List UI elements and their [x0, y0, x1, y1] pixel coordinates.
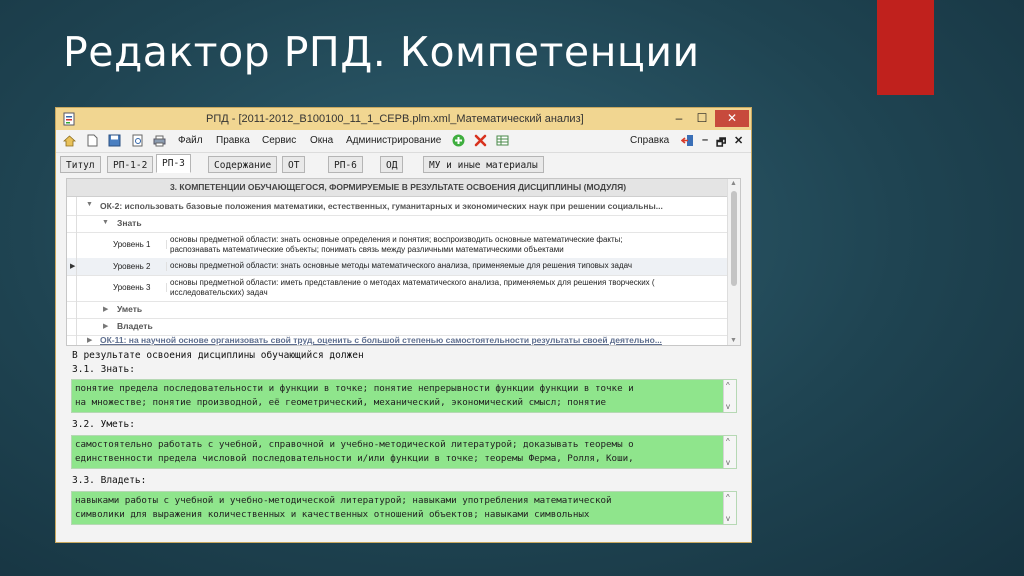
tab-strip — [60, 156, 750, 174]
tab-ot[interactable]: ОТ — [282, 156, 305, 173]
tree-scrollbar[interactable] — [727, 179, 740, 345]
row-gutter — [67, 318, 77, 335]
print-icon[interactable] — [153, 134, 166, 147]
know-scrollbar[interactable] — [723, 380, 736, 412]
tree-row-ok11[interactable] — [67, 335, 729, 346]
tab-content[interactable]: Содержание — [208, 156, 277, 173]
can-heading: 3.2. Уметь: — [72, 419, 135, 430]
accent-bar — [877, 0, 934, 95]
own-text: навыками работы с учебной и учебно-методической литературой; навыками употребления математической символики для выражения количественных и качественных отношений объектов; навыками символьных — [75, 495, 612, 520]
tree-row-know[interactable] — [67, 215, 729, 233]
competence-tree — [66, 178, 741, 346]
can-scrollbar[interactable] — [723, 436, 736, 468]
tree-row-own[interactable] — [67, 318, 729, 336]
maximize-button[interactable]: ☐ — [696, 111, 708, 125]
scroll-down-icon[interactable]: v — [726, 514, 730, 523]
level-row-2[interactable] — [67, 258, 729, 276]
app-icon — [62, 112, 76, 126]
preview-icon[interactable] — [131, 134, 144, 147]
scroll-down-icon[interactable]: v — [726, 458, 730, 467]
level-desc-line: основы предметной области: иметь представление о методах математического анализа, применяемых для решения творческих ( — [170, 278, 655, 287]
delete-icon[interactable] — [474, 134, 487, 147]
scroll-up-icon[interactable]: ^ — [726, 437, 730, 446]
collapse-arrow-icon[interactable]: ▼ — [102, 219, 109, 226]
menu-service[interactable]: Сервис — [262, 135, 297, 146]
menu-windows[interactable]: Окна — [310, 135, 334, 146]
collapse-arrow-icon[interactable]: ▼ — [86, 201, 93, 208]
level-label: Уровень 3 — [113, 283, 167, 292]
ok11-label: ОК-11: на научной основе организовать свой труд, оценить с большой степенью самостоятельности результаты своей деятельно... — [100, 335, 662, 345]
know-heading: 3.1. Знать: — [72, 364, 135, 375]
scroll-up-icon[interactable]: ▲ — [730, 180, 737, 187]
scroll-down-icon[interactable]: ▼ — [730, 337, 737, 344]
own-textarea[interactable] — [71, 491, 737, 525]
own-heading: 3.3. Владеть: — [72, 475, 147, 486]
row-gutter — [67, 335, 77, 346]
exit-icon[interactable] — [681, 134, 694, 147]
window-title: РПД - [2011-2012_B100100_11_1_СЕРВ.plm.xml_Математический анализ] — [206, 113, 584, 125]
level-label: Уровень 1 — [113, 240, 167, 249]
expand-arrow-icon[interactable]: ▶ — [103, 323, 109, 330]
own-scrollbar[interactable] — [723, 492, 736, 524]
can-label: Уметь — [117, 304, 143, 314]
mdi-restore-button[interactable]: 🗗 — [716, 137, 727, 149]
scroll-thumb[interactable] — [731, 191, 737, 286]
scroll-up-icon[interactable]: ^ — [726, 381, 730, 390]
tab-mu-materials[interactable]: МУ и иные материалы — [423, 156, 544, 173]
row-gutter — [67, 275, 77, 301]
title-bar[interactable] — [56, 108, 751, 130]
save-icon[interactable] — [108, 134, 121, 147]
own-label: Владеть — [117, 321, 153, 331]
app-window — [55, 107, 752, 543]
mdi-close-button[interactable]: ✕ — [734, 135, 744, 147]
level-desc-line: основы предметной области: знать основные методы математического анализа, применяемые для решения типовых задач — [170, 261, 633, 270]
row-gutter — [67, 215, 77, 232]
mdi-minimize-button[interactable]: – — [702, 134, 709, 146]
expand-arrow-icon[interactable]: ▶ — [87, 337, 93, 344]
can-text: самостоятельно работать с учебной, справочной и учебно-методической литературой; доказывать теоремы о единственности предела числовой последовательности и/или функции в точке; теоремы Ферма, Ролля, Коши, — [75, 439, 634, 464]
close-button[interactable]: ✕ — [715, 110, 749, 127]
tab-od[interactable]: ОД — [380, 156, 403, 173]
slide-title: Редактор РПД. Компетенции — [63, 28, 700, 76]
scroll-up-icon[interactable]: ^ — [726, 493, 730, 502]
expand-arrow-icon[interactable]: ▶ — [103, 306, 109, 313]
level-row-1[interactable] — [67, 232, 729, 259]
tab-rp-1-2[interactable]: РП-1-2 — [107, 156, 153, 173]
tab-rp-6[interactable]: РП-6 — [328, 156, 363, 173]
minimize-button[interactable]: – — [675, 111, 683, 125]
can-textarea[interactable] — [71, 435, 737, 469]
row-gutter — [67, 197, 77, 215]
new-document-icon[interactable] — [86, 134, 99, 147]
level-desc-line: распознавать математические объекты; понимать связь между различными математическими объектами — [170, 245, 564, 254]
tab-title[interactable]: Титул — [60, 156, 101, 173]
tree-row-can[interactable] — [67, 301, 729, 319]
know-textarea[interactable] — [71, 379, 737, 413]
know-text: понятие предела последовательности и функции в точке; понятие непрерывности функции функции в точке и на множестве; понятие производной, её геометрический, механический, экономический смысл; понятие — [75, 383, 634, 408]
know-label: Знать — [117, 218, 142, 228]
current-row-icon: ▶ — [70, 263, 76, 270]
tab-rp-3[interactable]: РП-3 — [156, 154, 191, 173]
menu-file[interactable]: Файл — [178, 135, 203, 146]
menu-edit[interactable]: Правка — [216, 135, 250, 146]
row-gutter — [67, 232, 77, 258]
table-icon[interactable] — [496, 134, 509, 147]
level-desc-line: исследовательских) задач — [170, 288, 268, 297]
scroll-down-icon[interactable]: v — [726, 402, 730, 411]
level-row-3[interactable] — [67, 275, 729, 302]
level-label: Уровень 2 — [113, 262, 167, 271]
tree-row-ok2[interactable] — [67, 197, 729, 216]
menu-bar — [56, 130, 751, 153]
add-icon[interactable] — [452, 134, 465, 147]
level-desc-line: основы предметной области: знать основные определения и понятия; воспроизводить основные математические факты; — [170, 235, 623, 244]
home-icon[interactable] — [63, 134, 76, 147]
menu-admin[interactable]: Администрирование — [346, 135, 442, 146]
row-gutter — [67, 301, 77, 318]
tree-header: 3. КОМПЕТЕНЦИИ ОБУЧАЮЩЕГОСЯ, ФОРМИРУЕМЫЕ В РЕЗУЛЬТАТЕ ОСВОЕНИЯ ДИСЦИПЛИНЫ (МОДУЛЯ) — [67, 179, 729, 197]
results-intro: В результате освоения дисциплины обучающийся должен — [72, 350, 364, 361]
menu-help[interactable]: Справка — [630, 135, 670, 146]
ok2-label: ОК-2: использовать базовые положения математики, естественных, гуманитарных и экономических наук при решении социальны... — [100, 201, 663, 211]
